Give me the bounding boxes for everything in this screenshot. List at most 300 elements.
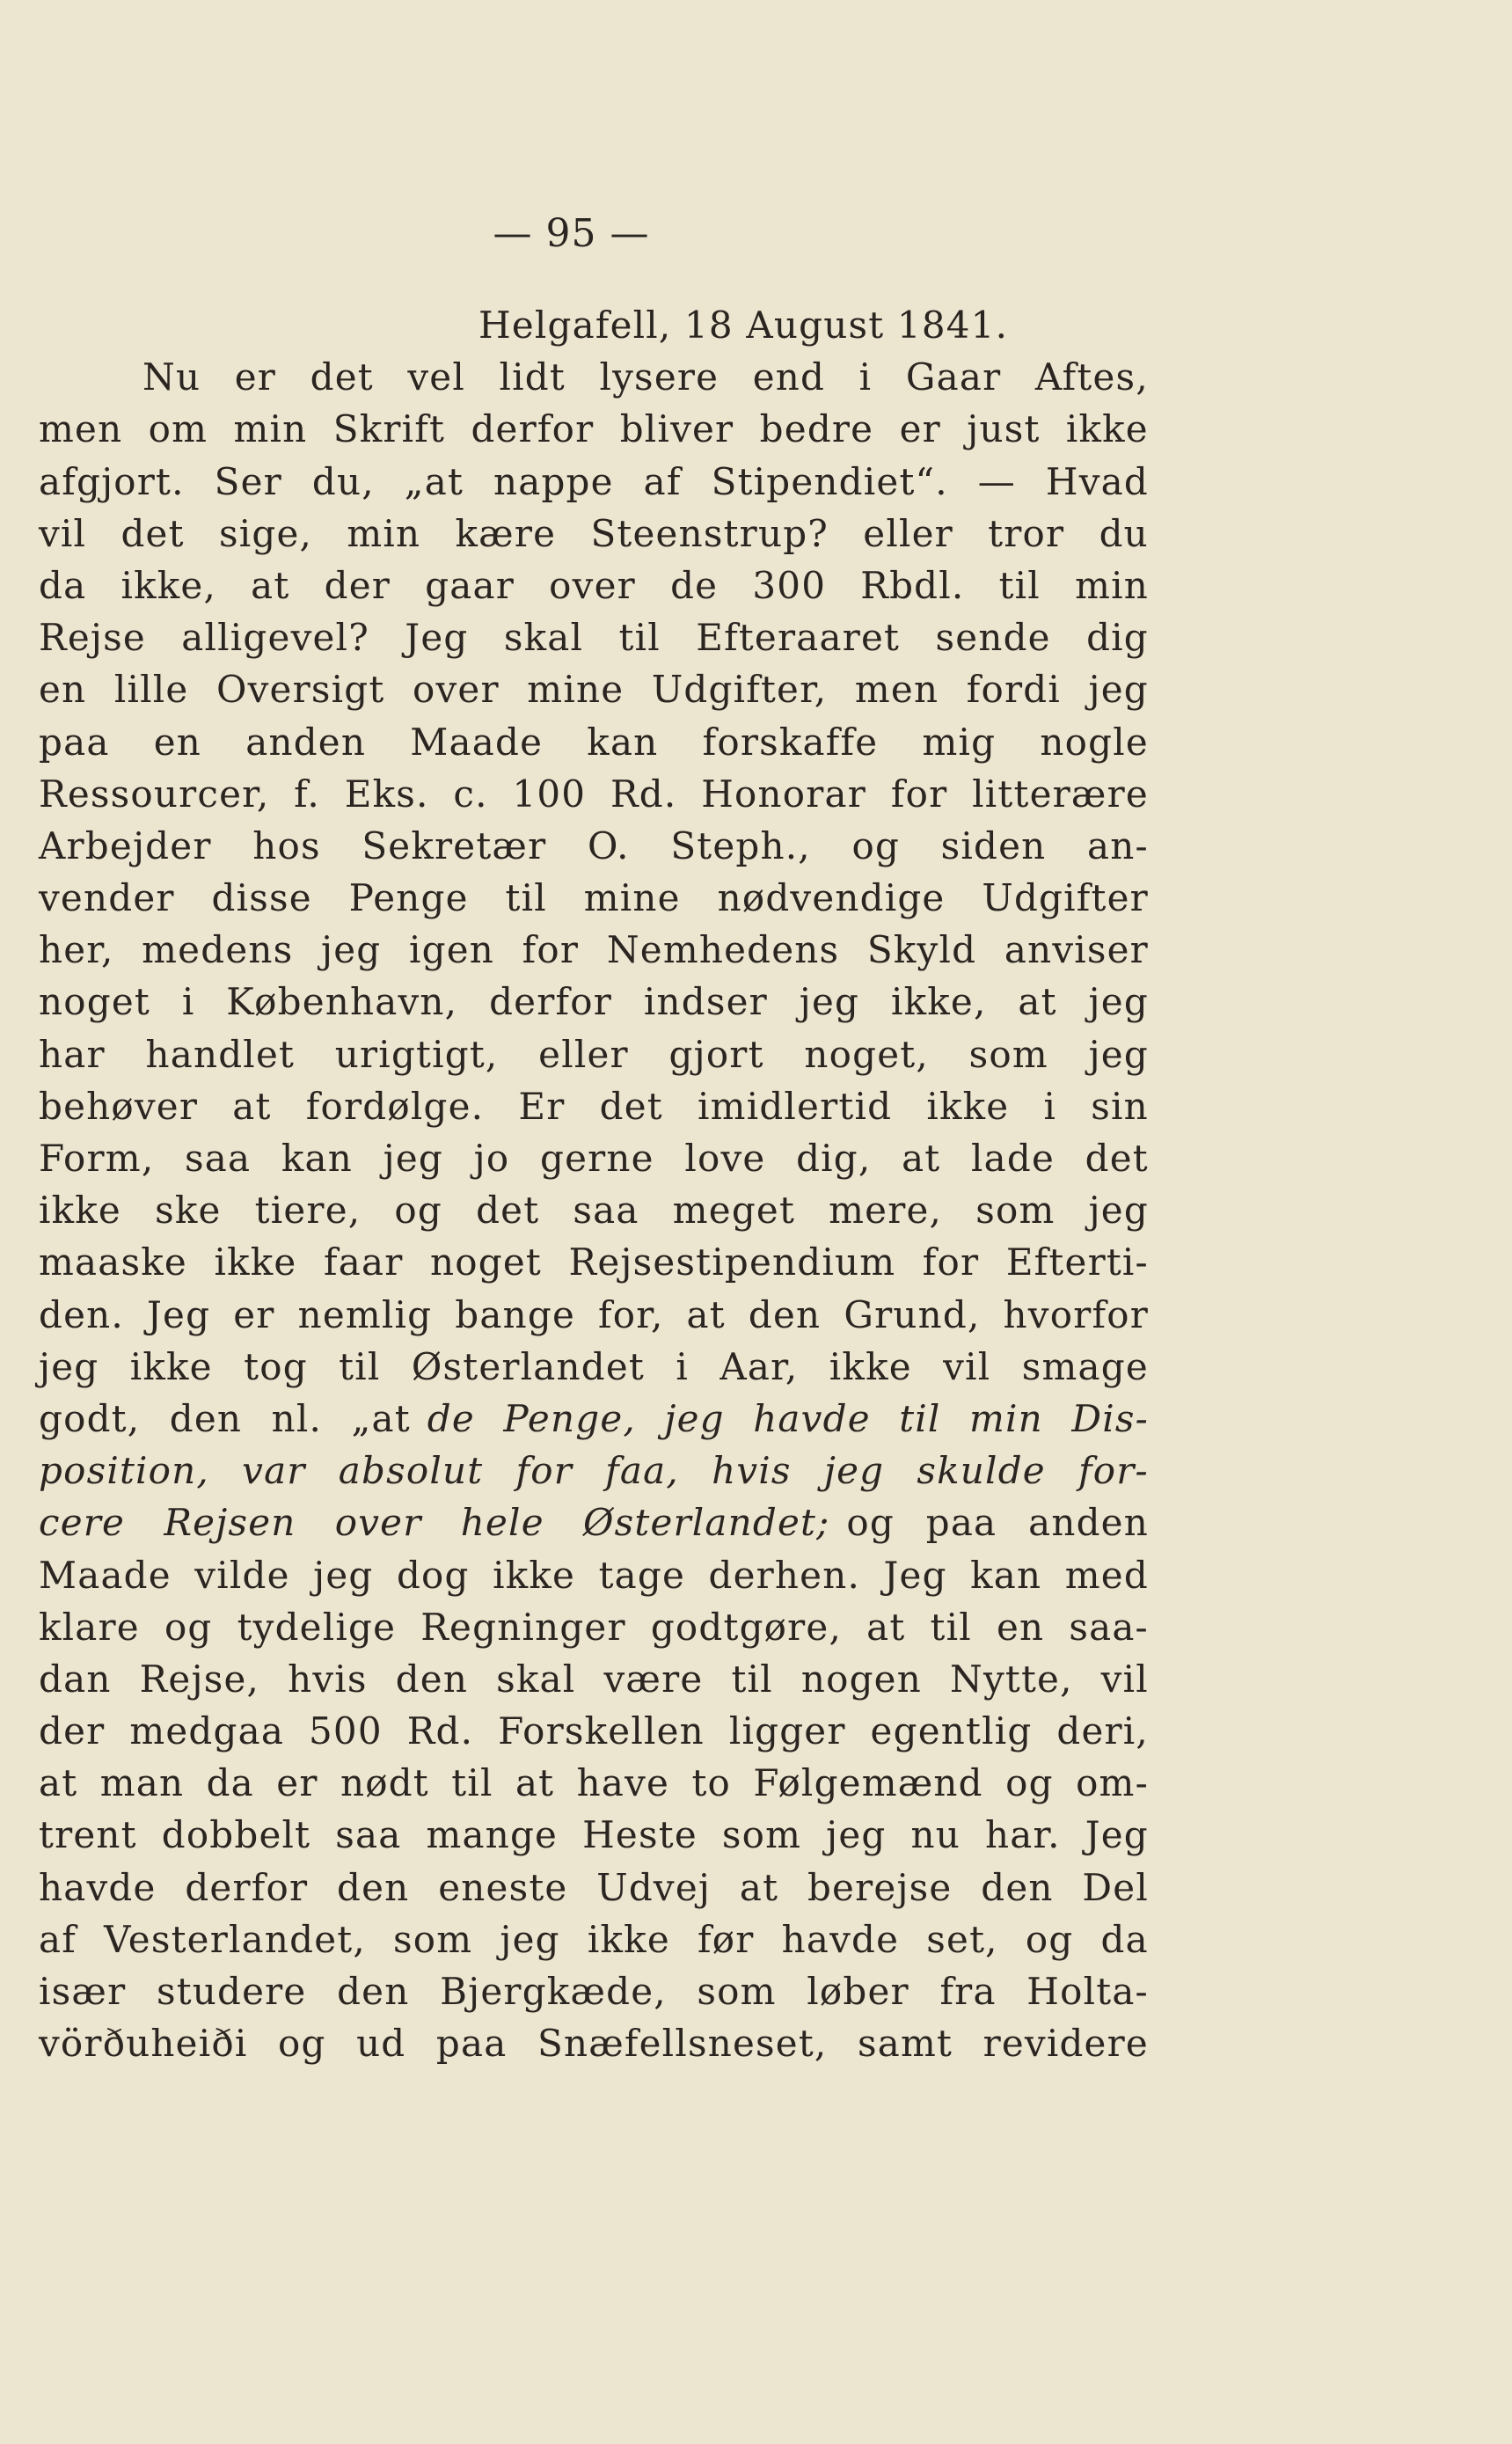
text-line <box>39 1080 1149 1132</box>
word: Rejsestipendium <box>568 1240 896 1284</box>
word: af <box>39 1917 77 1961</box>
text-line-roman-part <box>39 1393 411 1445</box>
word: Østerlandet <box>411 1344 646 1388</box>
word: i <box>1043 1084 1057 1128</box>
word: jeg <box>1088 980 1149 1024</box>
word: bange <box>455 1292 576 1336</box>
word: Nytte, <box>950 1657 1073 1701</box>
word: Regninger <box>420 1605 626 1649</box>
word: Jeg <box>405 616 469 660</box>
word: anviser <box>1004 928 1149 972</box>
text-line-italic-part <box>427 1393 1149 1445</box>
word: studere <box>156 1970 307 2013</box>
text-line <box>39 1705 1149 1757</box>
word: Aftes, <box>1034 355 1149 399</box>
word: jeg <box>823 1449 885 1493</box>
word: Nu <box>142 355 201 399</box>
word: den <box>337 1865 410 1909</box>
text-line <box>39 1549 1149 1601</box>
word: Oversigt <box>216 668 385 712</box>
word: jeg <box>799 980 860 1024</box>
dateline-text: Helgafell, 18 August 1841. <box>478 304 1009 347</box>
text-line <box>39 560 1149 611</box>
text-line <box>39 716 1149 768</box>
word: da <box>39 563 87 607</box>
word: medgaa <box>129 1709 285 1753</box>
word: vil <box>1100 1657 1149 1701</box>
word: ske <box>155 1189 222 1233</box>
word: til <box>899 1396 941 1440</box>
word: Rd. <box>406 1709 474 1753</box>
word: jeg <box>664 1396 725 1440</box>
word: ikke, <box>890 980 987 1024</box>
word: samt <box>857 2022 953 2066</box>
word: paa <box>925 1501 997 1545</box>
word: og <box>164 1605 213 1649</box>
word: at <box>251 563 290 607</box>
word: at <box>39 1761 78 1805</box>
word: der <box>39 1709 106 1753</box>
word: ligger <box>728 1709 846 1753</box>
word: til <box>505 876 547 920</box>
word: jeg <box>1088 668 1149 712</box>
word: til <box>930 1605 972 1649</box>
word: Bjergkæde, <box>440 1970 667 2013</box>
word: hos <box>252 823 321 867</box>
word: til <box>339 1344 381 1388</box>
word: nappe <box>493 459 614 503</box>
word: jeg <box>313 1553 374 1597</box>
word: deri, <box>1056 1709 1149 1753</box>
word: kan <box>970 1553 1042 1597</box>
word: Er <box>518 1084 566 1128</box>
word: ikke <box>39 1189 121 1233</box>
word: løber <box>807 1970 909 2013</box>
text-line <box>39 1809 1149 1861</box>
word: den. <box>39 1292 124 1336</box>
word: handlet <box>145 1032 296 1076</box>
word: skal <box>503 616 584 660</box>
text-line <box>39 976 1149 1028</box>
word: vil <box>943 1344 991 1388</box>
word: Udgifter, <box>651 668 828 712</box>
word: de <box>670 563 719 607</box>
word: for <box>890 772 948 816</box>
word: Jeg <box>1085 1813 1149 1857</box>
word: ikke <box>587 1917 670 1961</box>
word: hvis <box>712 1449 792 1493</box>
word: fordølge. <box>305 1084 485 1128</box>
word: mere, <box>829 1189 943 1233</box>
word: i <box>676 1344 690 1388</box>
word: en <box>39 668 87 712</box>
word: godtgøre, <box>650 1605 843 1649</box>
word: for- <box>1078 1449 1149 1493</box>
word: og <box>394 1189 442 1233</box>
word: Rd. <box>610 772 677 816</box>
word: just <box>967 407 1041 451</box>
word: fordi <box>966 668 1061 712</box>
word: tog <box>244 1344 308 1388</box>
word: sende <box>935 616 1051 660</box>
word: dig <box>1086 616 1149 660</box>
text-line-italic <box>39 1445 1149 1496</box>
word: berejse <box>807 1865 953 1909</box>
word: er <box>276 1761 318 1805</box>
word: noget <box>430 1240 542 1284</box>
word: O. <box>587 823 630 867</box>
word: love <box>684 1137 766 1180</box>
word: alligevel? <box>181 616 369 660</box>
text-line <box>39 820 1149 872</box>
text-line-roman-part <box>846 1496 1149 1548</box>
word: Østerlandet; <box>582 1501 830 1545</box>
word: vel <box>407 355 465 399</box>
word: medens <box>142 928 294 972</box>
word: an- <box>1087 823 1149 867</box>
text-line <box>39 1236 1149 1288</box>
word: sige, <box>218 511 313 555</box>
word: hvis <box>288 1657 368 1701</box>
word: have <box>576 1761 670 1805</box>
text-line <box>39 1341 1149 1393</box>
word: dan <box>39 1657 112 1701</box>
text-line <box>39 508 1149 560</box>
word: 300 <box>752 563 827 607</box>
word: afgjort. <box>39 459 185 503</box>
word: Udvej <box>596 1865 712 1909</box>
word: havde <box>781 1917 900 1961</box>
word: være <box>603 1657 704 1701</box>
word: der <box>324 563 391 607</box>
word: det <box>476 1189 540 1233</box>
text-line <box>39 1913 1149 1965</box>
word: lille <box>113 668 189 712</box>
word: nogle <box>1040 720 1149 764</box>
word: Sekretær <box>362 823 547 867</box>
word: ikke <box>129 1344 213 1388</box>
word: og <box>1025 1917 1074 1961</box>
text-line <box>39 1393 1149 1445</box>
word: siden <box>940 823 1047 867</box>
word: ikke <box>493 1553 576 1597</box>
word: jeg <box>1088 1032 1149 1076</box>
word: var <box>242 1449 306 1493</box>
word: den <box>337 1970 410 2013</box>
word: mig <box>922 720 997 764</box>
text-line <box>39 1601 1149 1653</box>
word: Vesterlandet, <box>104 1917 366 1961</box>
word: nogen <box>800 1657 922 1701</box>
word: ud <box>356 2022 406 2066</box>
word: 500 <box>309 1709 383 1753</box>
word: Heste <box>582 1813 698 1857</box>
word: 100 <box>512 772 587 816</box>
text-line <box>39 1028 1149 1080</box>
word: noget <box>39 980 150 1024</box>
word: smage <box>1021 1344 1149 1388</box>
word: derfor <box>489 980 613 1024</box>
word: faa, <box>605 1449 679 1493</box>
word: dog <box>396 1553 470 1597</box>
word: over <box>334 1501 422 1545</box>
text-line-italic-part <box>39 1496 829 1548</box>
word: ikke <box>1065 407 1149 451</box>
word: skal <box>496 1657 576 1701</box>
word: over <box>413 668 500 712</box>
word: vilde <box>194 1553 290 1597</box>
word: Ressourcer, <box>39 772 270 816</box>
word: om <box>148 407 208 451</box>
word: gjort <box>668 1032 764 1076</box>
word: du, <box>311 459 375 503</box>
text-line <box>39 351 1149 403</box>
word: Efterti- <box>1005 1240 1149 1284</box>
word: især <box>39 1970 127 2013</box>
text-line <box>39 1132 1149 1184</box>
word: for, <box>598 1292 664 1336</box>
word: vender <box>39 876 175 920</box>
word: lidt <box>499 355 566 399</box>
word: kan <box>587 720 659 764</box>
word: de <box>427 1396 475 1440</box>
word: jeg <box>1088 1189 1149 1233</box>
word: imidlertid <box>698 1084 893 1128</box>
text-line <box>39 1184 1149 1236</box>
word: Forskellen <box>498 1709 705 1753</box>
word: jo <box>473 1137 510 1180</box>
word: „at <box>351 1396 411 1440</box>
word: — <box>977 459 1016 503</box>
word: faar <box>324 1240 404 1284</box>
word: min <box>1075 563 1149 607</box>
word: lysere <box>599 355 719 399</box>
word: Del <box>1082 1865 1149 1909</box>
word: tiere, <box>254 1189 362 1233</box>
word: noget, <box>804 1032 929 1076</box>
word: Hvad <box>1045 459 1149 503</box>
word: den <box>748 1292 822 1336</box>
word: Efteraaret <box>696 616 901 660</box>
word: Grund, <box>844 1292 981 1336</box>
word: at <box>1018 980 1057 1024</box>
word: vörðuheiði <box>39 2022 248 2066</box>
word: sin <box>1091 1084 1149 1128</box>
word: Penge <box>348 876 469 920</box>
text-line <box>39 2017 1149 2069</box>
text-line <box>39 768 1149 820</box>
word: jeg <box>321 928 382 972</box>
word: er <box>234 355 277 399</box>
word: Rejsen <box>164 1501 296 1545</box>
word: Snæfellsneset, <box>537 2022 828 2066</box>
word: at <box>866 1605 906 1649</box>
word: som <box>721 1813 802 1857</box>
word: min <box>233 407 308 451</box>
word: min <box>347 511 421 555</box>
word: kære <box>455 511 557 555</box>
word: Maade <box>39 1553 172 1597</box>
word: fra <box>939 1970 997 2013</box>
word: absolut <box>338 1449 484 1493</box>
word: før <box>698 1917 755 1961</box>
word: og <box>846 1501 895 1545</box>
word: lade <box>971 1137 1055 1180</box>
word: til <box>451 1761 493 1805</box>
word: er <box>899 407 941 451</box>
word: tydelige <box>237 1605 397 1649</box>
word: gerne <box>539 1137 654 1180</box>
text-line <box>39 872 1149 924</box>
word: at <box>232 1084 272 1128</box>
word: disse <box>211 876 312 920</box>
word: skulde <box>917 1449 1046 1493</box>
word: jeg <box>383 1137 444 1180</box>
word: er <box>233 1292 275 1336</box>
word: nemlig <box>297 1292 433 1336</box>
word: nl. <box>271 1396 323 1440</box>
word: indser <box>643 980 768 1024</box>
word: jeg <box>39 1344 99 1388</box>
word: f. <box>294 772 320 816</box>
word: Holta- <box>1026 1970 1149 2013</box>
text-line <box>39 1757 1149 1809</box>
text-line <box>39 1289 1149 1341</box>
word: Skrift <box>332 407 446 451</box>
word: og <box>851 823 901 867</box>
word: ikke <box>926 1084 1010 1128</box>
word: og <box>1005 1761 1054 1805</box>
text-line <box>39 403 1149 455</box>
word: derfor <box>185 1865 309 1909</box>
word: en <box>996 1605 1045 1649</box>
word: en <box>153 720 202 764</box>
word: for <box>922 1240 980 1284</box>
word: dobbelt <box>161 1813 311 1857</box>
word: bedre <box>759 407 874 451</box>
word: at <box>739 1865 779 1909</box>
word: havde <box>39 1865 157 1909</box>
word: cere <box>39 1501 126 1545</box>
word: meget <box>672 1189 796 1233</box>
word: Form, <box>39 1137 155 1180</box>
page-number: — 95 — <box>493 211 650 256</box>
word: gaar <box>425 563 515 607</box>
word: den <box>169 1396 243 1440</box>
word: hvorfor <box>1003 1292 1149 1336</box>
word: Gaar <box>905 355 1002 399</box>
word: her, <box>39 928 114 972</box>
word: at <box>902 1137 941 1180</box>
word: ikke, <box>121 563 217 607</box>
word: som <box>975 1189 1055 1233</box>
word: „at <box>404 459 464 503</box>
word: behøver <box>39 1084 199 1128</box>
word: bliver <box>619 407 734 451</box>
word: revidere <box>982 2022 1149 2066</box>
word: Eks. <box>344 772 429 816</box>
word: nødvendige <box>717 876 946 920</box>
word: forskaffe <box>702 720 879 764</box>
word: Nemhedens <box>606 928 840 972</box>
word: det <box>310 355 374 399</box>
word: af <box>643 459 682 503</box>
word: saa <box>335 1813 402 1857</box>
text-line <box>39 611 1149 663</box>
word: set, <box>926 1917 998 1961</box>
word: København, <box>226 980 458 1024</box>
word: for <box>522 928 580 972</box>
word: vil <box>39 511 87 555</box>
word: mine <box>583 876 681 920</box>
word: for <box>515 1449 573 1493</box>
word: det <box>1085 1137 1149 1180</box>
word: da <box>206 1761 254 1805</box>
word: end <box>752 355 826 399</box>
word: Steph., <box>670 823 811 867</box>
word: nødt <box>340 1761 429 1805</box>
word: i <box>181 980 195 1024</box>
word: saa <box>185 1137 252 1180</box>
word: den <box>395 1657 469 1701</box>
word: paa <box>435 2022 508 2066</box>
word: tage <box>598 1553 686 1597</box>
word: har. <box>984 1813 1061 1857</box>
word: ikke <box>214 1240 297 1284</box>
word: jeg <box>500 1917 560 1961</box>
word: Penge, <box>503 1396 636 1440</box>
word: med <box>1064 1553 1149 1597</box>
word: to <box>691 1761 732 1805</box>
text-line <box>39 1653 1149 1705</box>
word: anden <box>1028 1501 1149 1545</box>
word: Følgemænd <box>753 1761 983 1805</box>
text-line <box>39 1965 1149 2017</box>
word: c. <box>453 772 488 816</box>
word: klare <box>39 1605 140 1649</box>
word: eneste <box>438 1865 568 1909</box>
word: saa- <box>1069 1605 1149 1649</box>
word: mange <box>426 1813 559 1857</box>
text-line <box>39 1496 1149 1548</box>
word: har <box>39 1032 106 1076</box>
word: Udgifter <box>982 876 1149 920</box>
word: Stipendiet“. <box>711 459 948 503</box>
word: derfor <box>471 407 595 451</box>
word: Arbejder <box>39 823 212 867</box>
word: som <box>968 1032 1048 1076</box>
word: godt, <box>39 1396 141 1440</box>
word: Jeg <box>146 1292 211 1336</box>
word: hele <box>460 1501 544 1545</box>
word: Ser <box>214 459 282 503</box>
word: det <box>599 1084 663 1128</box>
word: trent <box>39 1813 137 1857</box>
word: som <box>697 1970 777 2013</box>
word: litterære <box>972 772 1149 816</box>
text-line <box>39 663 1149 715</box>
word: og <box>277 2022 326 2066</box>
letter-body <box>39 299 1149 2069</box>
word: maaske <box>39 1240 187 1284</box>
word: tror <box>988 511 1065 555</box>
letter-dateline <box>39 299 1149 351</box>
word: at <box>686 1292 726 1336</box>
word: Honorar <box>701 772 867 816</box>
word: nu <box>910 1813 961 1857</box>
word: min <box>968 1396 1043 1440</box>
word: til <box>731 1657 773 1701</box>
